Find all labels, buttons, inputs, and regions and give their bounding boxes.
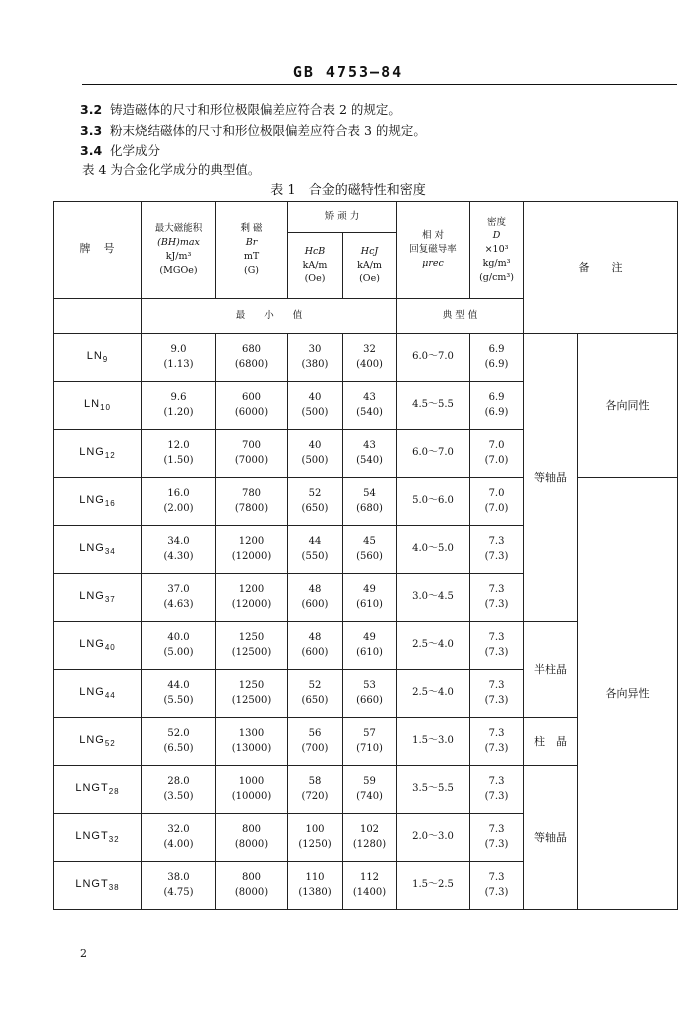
- hcb-cell: 40 (500): [288, 382, 343, 430]
- density-cell: 6.9 (6.9): [470, 334, 524, 382]
- hcj-cell: 45 (560): [343, 526, 397, 574]
- hcb-cell: 52 (650): [288, 670, 343, 718]
- hcb-cell: 56 (700): [288, 718, 343, 766]
- grade-cell: $LNG_{37}$: [54, 574, 142, 622]
- paragraph-text: 粉末烧结磁体的尺寸和形位极限偏差应符合表 3 的规定。: [110, 123, 426, 138]
- density-cell: 6.9 (6.9): [470, 382, 524, 430]
- hcb-cell: 52 (650): [288, 478, 343, 526]
- hcj-cell: 43 (540): [343, 430, 397, 478]
- paragraph-3-3: [80, 121, 426, 139]
- header-br: 剩 磁 Br mT (G): [216, 202, 288, 299]
- bh-cell: 38.0 (4.75): [142, 862, 216, 910]
- bh-cell: 9.6 (1.20): [142, 382, 216, 430]
- br-cell: 1250 (12500): [216, 622, 288, 670]
- mu-cell: 1.5～2.5: [397, 862, 470, 910]
- hcj-cell: 49 (610): [343, 574, 397, 622]
- mu-cell: 1.5～3.0: [397, 718, 470, 766]
- br-cell: 1300 (13000): [216, 718, 288, 766]
- br-cell: 800 (8000): [216, 862, 288, 910]
- mu-cell: 2.0～3.0: [397, 814, 470, 862]
- remark-isotropic: 各向同性: [578, 334, 678, 478]
- hcb-cell: 30 (380): [288, 334, 343, 382]
- br-cell: 780 (7800): [216, 478, 288, 526]
- hcb-cell: 44 (550): [288, 526, 343, 574]
- grade-cell: $LN_{10}$: [54, 382, 142, 430]
- bh-cell: 52.0 (6.50): [142, 718, 216, 766]
- grade-cell: $LNG_{12}$: [54, 430, 142, 478]
- density-cell: 7.3 (7.3): [470, 670, 524, 718]
- hcj-cell: 49 (610): [343, 622, 397, 670]
- header-mu: 相 对 回复磁导率 μrec: [397, 202, 470, 299]
- header-coercivity: 矫 顽 力: [288, 202, 397, 233]
- header-grade-spacer: [54, 299, 142, 334]
- mu-cell: 6.0～7.0: [397, 430, 470, 478]
- bh-cell: 32.0 (4.00): [142, 814, 216, 862]
- hcb-cell: 100 (1250): [288, 814, 343, 862]
- paragraph-3-2: [80, 100, 401, 118]
- density-cell: 7.3 (7.3): [470, 574, 524, 622]
- br-cell: 800 (8000): [216, 814, 288, 862]
- density-cell: 7.3 (7.3): [470, 862, 524, 910]
- grade-cell: $LNG_{52}$: [54, 718, 142, 766]
- density-cell: 7.3 (7.3): [470, 622, 524, 670]
- header-density: 密度 D ×10³ kg/m³ (g/cm³): [470, 202, 524, 299]
- br-cell: 1200 (12000): [216, 574, 288, 622]
- br-cell: 700 (7000): [216, 430, 288, 478]
- bh-cell: 28.0 (3.50): [142, 766, 216, 814]
- mu-cell: 5.0～6.0: [397, 478, 470, 526]
- bh-cell: 44.0 (5.50): [142, 670, 216, 718]
- header-rule: [82, 84, 677, 85]
- hcj-cell: 112 (1400): [343, 862, 397, 910]
- grade-cell: $LNGT_{28}$: [54, 766, 142, 814]
- bh-cell: 9.0 (1.13): [142, 334, 216, 382]
- grade-cell: $LNG_{40}$: [54, 622, 142, 670]
- mu-cell: 2.5～4.0: [397, 622, 470, 670]
- paragraph-text: 铸造磁体的尺寸和形位极限偏差应符合表 2 的规定。: [110, 102, 401, 117]
- hcj-cell: 32 (400): [343, 334, 397, 382]
- br-cell: 1200 (12000): [216, 526, 288, 574]
- remark-anisotropic: 各向异性: [578, 478, 678, 910]
- mu-cell: 3.0～4.5: [397, 574, 470, 622]
- density-cell: 7.0 (7.0): [470, 430, 524, 478]
- header-typical-value: 典 型 值: [397, 299, 524, 334]
- hcb-cell: 48 (600): [288, 622, 343, 670]
- br-cell: 1000 (10000): [216, 766, 288, 814]
- bh-cell: 12.0 (1.50): [142, 430, 216, 478]
- remark-semi-columnar: 半柱晶: [524, 622, 578, 718]
- mu-cell: 4.0～5.0: [397, 526, 470, 574]
- magnetic-properties-table: [53, 201, 678, 910]
- hcb-cell: 48 (600): [288, 574, 343, 622]
- table-caption: 表 1 合金的磁特性和密度: [270, 183, 426, 198]
- header-hcj: HcJ kA/m (Oe): [343, 233, 397, 299]
- mu-cell: 2.5～4.0: [397, 670, 470, 718]
- br-cell: 680 (6800): [216, 334, 288, 382]
- hcb-cell: 110 (1380): [288, 862, 343, 910]
- density-cell: 7.0 (7.0): [470, 478, 524, 526]
- paragraph-number: 3.2: [80, 102, 103, 117]
- table-row: [54, 478, 678, 526]
- grade-cell: $LNG_{34}$: [54, 526, 142, 574]
- density-cell: 7.3 (7.3): [470, 814, 524, 862]
- mu-cell: 6.0～7.0: [397, 334, 470, 382]
- hcb-cell: 58 (720): [288, 766, 343, 814]
- hcj-cell: 59 (740): [343, 766, 397, 814]
- remark-equiaxed-1: 等轴晶: [524, 334, 578, 622]
- header-bh: 最大磁能积 (BH)max kJ/m³ (MGOe): [142, 202, 216, 299]
- br-cell: 600 (6000): [216, 382, 288, 430]
- hcj-cell: 53 (660): [343, 670, 397, 718]
- mu-cell: 3.5～5.5: [397, 766, 470, 814]
- hcj-cell: 57 (710): [343, 718, 397, 766]
- page-number: 2: [80, 947, 87, 960]
- hcj-cell: 54 (680): [343, 478, 397, 526]
- paragraph-text: 表 4 为合金化学成分的典型值。: [82, 162, 261, 177]
- density-cell: 7.3 (7.3): [470, 718, 524, 766]
- remark-columnar: 柱 晶: [524, 718, 578, 766]
- header-min-value: 最 小 值: [142, 299, 397, 334]
- bh-cell: 34.0 (4.30): [142, 526, 216, 574]
- header-grade: 牌 号: [54, 202, 142, 299]
- paragraph-number: 3.3: [80, 123, 103, 138]
- density-cell: 7.3 (7.3): [470, 526, 524, 574]
- grade-cell: $LNG_{44}$: [54, 670, 142, 718]
- standard-header: GB 4753—84: [292, 63, 404, 81]
- bh-cell: 37.0 (4.63): [142, 574, 216, 622]
- bh-cell: 40.0 (5.00): [142, 622, 216, 670]
- hcj-cell: 102 (1280): [343, 814, 397, 862]
- bh-cell: 16.0 (2.00): [142, 478, 216, 526]
- hcj-cell: 43 (540): [343, 382, 397, 430]
- paragraph-number: 3.4: [80, 143, 103, 158]
- grade-cell: $LNGT_{32}$: [54, 814, 142, 862]
- header-remark: 备 注: [524, 202, 678, 334]
- paragraph-text: 化学成分: [110, 143, 161, 158]
- hcb-cell: 40 (500): [288, 430, 343, 478]
- paragraph-table4-note: [82, 160, 260, 178]
- header-hcb: HcB kA/m (Oe): [288, 233, 343, 299]
- remark-equiaxed-2: 等轴晶: [524, 766, 578, 910]
- grade-cell: $LNGT_{38}$: [54, 862, 142, 910]
- table-row: [54, 334, 678, 382]
- density-cell: 7.3 (7.3): [470, 766, 524, 814]
- grade-cell: $LN_9$: [54, 334, 142, 382]
- mu-cell: 4.5～5.5: [397, 382, 470, 430]
- paragraph-3-4: [80, 141, 160, 159]
- grade-cell: $LNG_{16}$: [54, 478, 142, 526]
- br-cell: 1250 (12500): [216, 670, 288, 718]
